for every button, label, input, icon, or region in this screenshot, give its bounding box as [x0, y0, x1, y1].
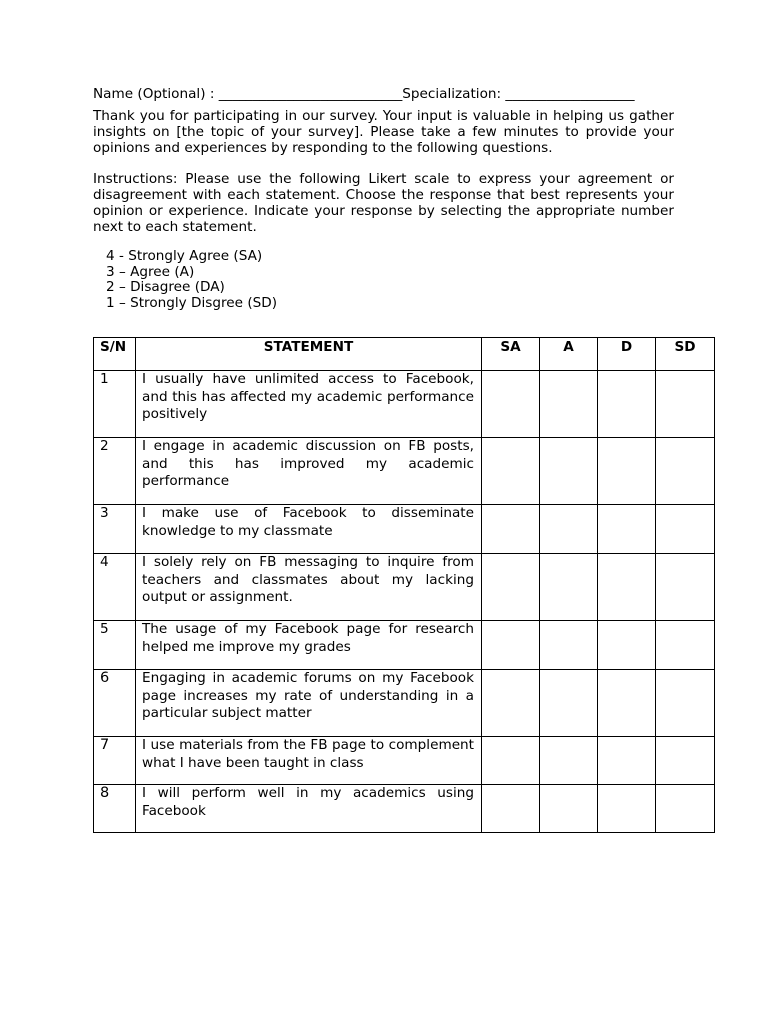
header-sa: SA	[482, 338, 540, 371]
response-cell-a[interactable]	[540, 505, 598, 554]
response-cell-sd[interactable]	[656, 554, 715, 621]
response-cell-sa[interactable]	[482, 621, 540, 670]
response-cell-a[interactable]	[540, 438, 598, 505]
row-number: 2	[94, 438, 136, 505]
response-cell-sd[interactable]	[656, 371, 715, 438]
response-cell-sd[interactable]	[656, 505, 715, 554]
response-cell-sa[interactable]	[482, 371, 540, 438]
response-cell-sa[interactable]	[482, 505, 540, 554]
response-cell-a[interactable]	[540, 737, 598, 785]
response-cell-sa[interactable]	[482, 737, 540, 785]
header-sd: SD	[656, 338, 715, 371]
row-statement: The usage of my Facebook page for research helped me improve my grades	[136, 621, 482, 670]
specialization-label: Specialization:	[402, 86, 506, 102]
response-cell-d[interactable]	[598, 621, 656, 670]
header-sn: S/N	[94, 338, 136, 371]
response-cell-sd[interactable]	[656, 670, 715, 737]
survey-table	[93, 337, 715, 833]
row-number: 1	[94, 371, 136, 438]
row-statement: Engaging in academic forums on my Facebook page increases my rate of understanding in a particular subject matter	[136, 670, 482, 737]
header-d: D	[598, 338, 656, 371]
row-number: 5	[94, 621, 136, 670]
header-a: A	[540, 338, 598, 371]
response-cell-sa[interactable]	[482, 554, 540, 621]
response-cell-a[interactable]	[540, 554, 598, 621]
row-statement: I solely rely on FB messaging to inquire from teachers and classmates about my lacking output or assignment.	[136, 554, 482, 621]
name-specialization-line	[93, 86, 674, 102]
name-blank: ___________________________	[218, 86, 403, 102]
response-cell-a[interactable]	[540, 670, 598, 737]
table-row	[94, 670, 715, 737]
response-cell-d[interactable]	[598, 737, 656, 785]
table-row	[94, 621, 715, 670]
scale-item: 2 – Disagree (DA)	[106, 279, 225, 295]
table-row	[94, 438, 715, 505]
response-cell-d[interactable]	[598, 438, 656, 505]
row-statement: I make use of Facebook to disseminate knowledge to my classmate	[136, 505, 482, 554]
table-row	[94, 371, 715, 438]
row-number: 3	[94, 505, 136, 554]
survey-page	[93, 86, 674, 311]
response-cell-sa[interactable]	[482, 670, 540, 737]
response-cell-sd[interactable]	[656, 621, 715, 670]
response-cell-d[interactable]	[598, 505, 656, 554]
row-number: 7	[94, 737, 136, 785]
table-row	[94, 785, 715, 833]
response-cell-d[interactable]	[598, 670, 656, 737]
table-row	[94, 505, 715, 554]
row-statement: I will perform well in my academics using Facebook	[136, 785, 482, 833]
row-statement: I use materials from the FB page to complement what I have been taught in class	[136, 737, 482, 785]
scale-item: 1 – Strongly Disgree (SD)	[106, 294, 278, 311]
table-row	[94, 554, 715, 621]
response-cell-sd[interactable]	[656, 785, 715, 833]
row-statement: I usually have unlimited access to Facebook, and this has affected my academic performance positively	[136, 371, 482, 438]
response-cell-a[interactable]	[540, 621, 598, 670]
likert-scale-list	[93, 249, 674, 311]
instructions-paragraph: Instructions: Please use the following Likert scale to express your agreement or disagreement with each statement. Choose the response that best represents your opinion or experience. Indicate your response by selecting the appropriate number next to each statement.	[93, 171, 674, 235]
name-label: Name (Optional) :	[93, 86, 219, 102]
header-statement: STATEMENT	[136, 338, 482, 371]
response-cell-sa[interactable]	[482, 438, 540, 505]
response-cell-sa[interactable]	[482, 785, 540, 833]
response-cell-sd[interactable]	[656, 438, 715, 505]
response-cell-a[interactable]	[540, 371, 598, 438]
row-number: 4	[94, 554, 136, 621]
scale-item: 4 - Strongly Agree (SA)	[106, 248, 263, 264]
intro-paragraph: Thank you for participating in our survey. Your input is valuable in helping us gather insights on [the topic of your survey]. Please take a few minutes to provide your opinions and experiences by responding to the following questions.	[93, 108, 674, 156]
row-number: 8	[94, 785, 136, 833]
table-header-row	[94, 338, 715, 371]
response-cell-d[interactable]	[598, 785, 656, 833]
response-cell-a[interactable]	[540, 785, 598, 833]
specialization-blank: ___________________	[505, 86, 635, 102]
row-statement: I engage in academic discussion on FB posts, and this has improved my academic performance	[136, 438, 482, 505]
response-cell-sd[interactable]	[656, 737, 715, 785]
row-number: 6	[94, 670, 136, 737]
table-row	[94, 737, 715, 785]
scale-item: 3 – Agree (A)	[106, 263, 195, 280]
response-cell-d[interactable]	[598, 554, 656, 621]
response-cell-d[interactable]	[598, 371, 656, 438]
